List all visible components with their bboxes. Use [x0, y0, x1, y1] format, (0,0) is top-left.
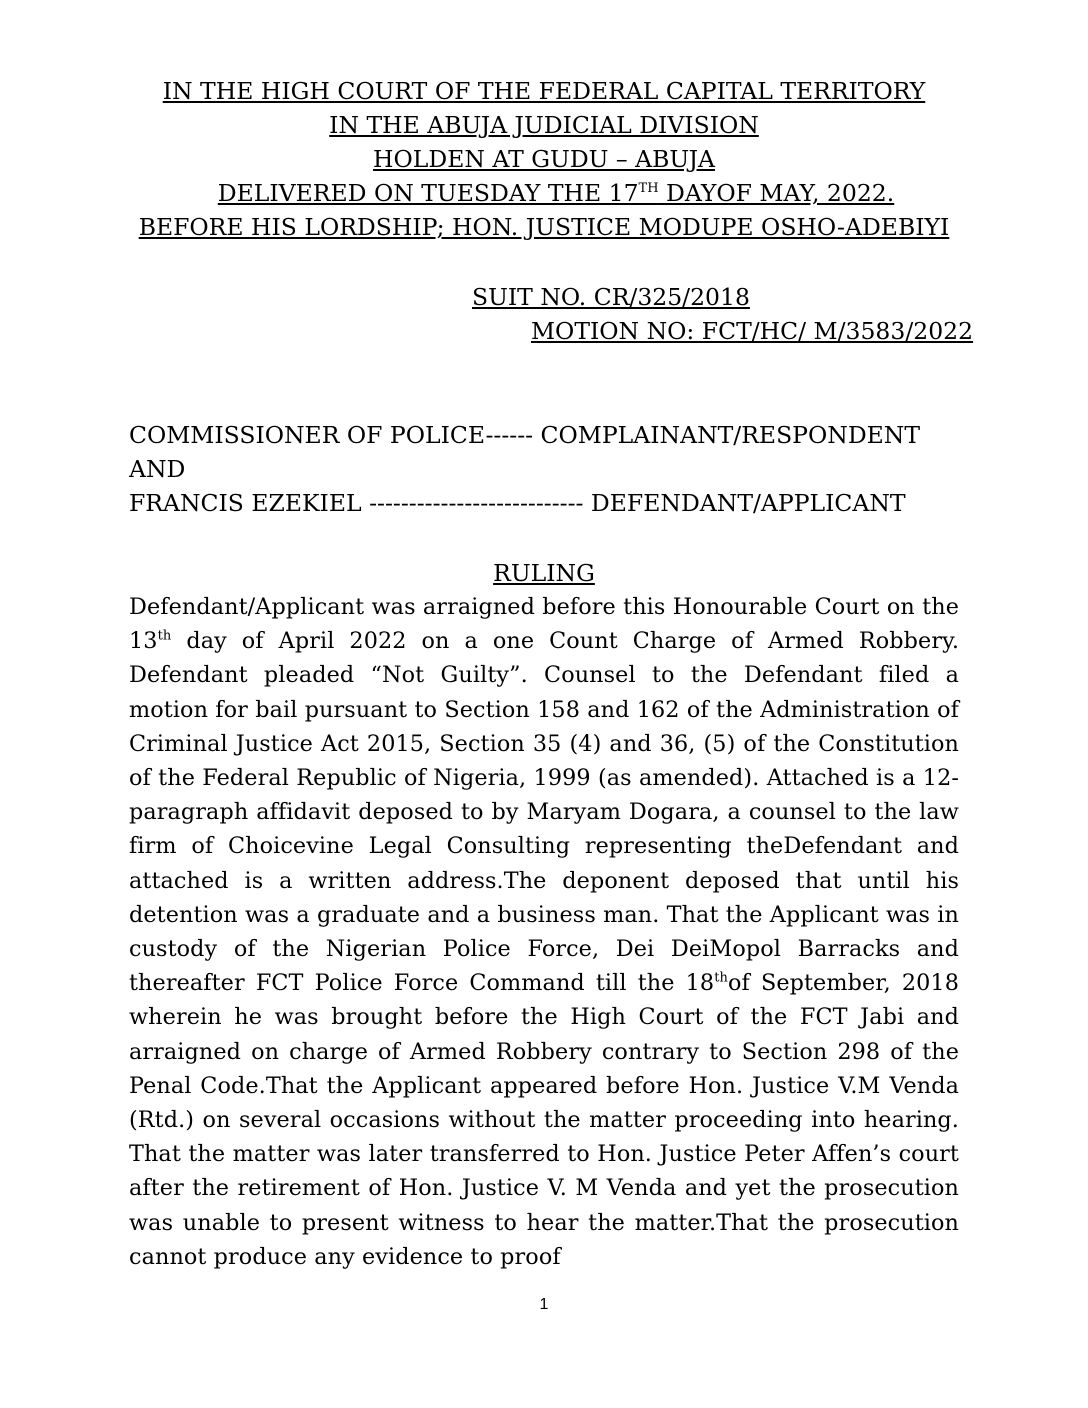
- delivery-date-rest: DAYOF MAY, 2022.: [658, 179, 895, 207]
- ordinal-suffix: th: [157, 628, 172, 644]
- motion-number: MOTION NO: FCT/HC/ M/3583/2022: [531, 317, 974, 345]
- court-name: IN THE HIGH COURT OF THE FEDERAL CAPITAL TERRITORY: [162, 77, 926, 105]
- complainant-line: COMMISSIONER OF POLICE------ COMPLAINANT/RESPONDENT: [129, 421, 921, 449]
- ruling-body: [129, 590, 959, 1274]
- paragraph-text-c: of September, 2018 wherein he was brought before the High Court of the FCT Jabi and arraigned on charge of Armed Robbery contrary to Section 298 of the Penal Code.That the Applicant appeared before Hon. Justice V.M Venda (Rtd.) on several occasions without the matter proceeding into hearing. That the matter was later transferred to Hon. Justice Peter Affen’s court after the retirement of Hon. Justice V. M Venda and yet the prosecution was unable to present witness to hear the matter.That the prosecution cannot produce any evidence to proof: [129, 970, 959, 1270]
- court-location: HOLDEN AT GUDU – ABUJA: [373, 145, 715, 173]
- delivery-date: [24, 177, 1088, 209]
- ordinal-suffix: th: [714, 970, 728, 986]
- delivery-date-ordinal: TH: [638, 181, 659, 197]
- ruling-paragraph: [129, 590, 959, 1274]
- and-line: AND: [129, 455, 186, 483]
- ruling-title: RULING: [493, 559, 595, 587]
- defendant-line: FRANCIS EZEKIEL --------------------------- DEFENDANT/APPLICANT: [129, 489, 906, 517]
- parties-block: [129, 418, 959, 520]
- delivery-date-text: DELIVERED ON TUESDAY THE 17: [217, 179, 639, 207]
- paragraph-text-b: day of April 2022 on a one Count Charge of Armed Robbery. Defendant pleaded “Not Guilty”. Counsel to the Defendant filed a motion for bail pursuant to Section 158 and 162 of the Administration of Criminal Justice Act 2015, Section 35 (4) and 36, (5) of the Constitution of the Federal Republic of Nigeria, 1999 (as amended). Attached is a 12-paragraph affidavit deposed to by Maryam Dogara, a counsel to the law firm of Choicevine Legal Consulting representing theDefendant and attached is a written address.The deponent deposed that until his detention was a graduate and a business man. That the Applicant was in custody of the Nigerian Police Force, Dei DeiMopol Barracks and thereafter FCT Police Force Command till the 18: [129, 628, 959, 997]
- paragraph-text-a: Defendant/Applicant was arraigned before this Honourable Court on the 13: [129, 594, 959, 655]
- presiding-judge: BEFORE HIS LORDSHIP; HON. JUSTICE MODUPE OSHO-ADEBIYI: [138, 213, 950, 241]
- suit-number: SUIT NO. CR/325/2018: [472, 283, 750, 311]
- page-number: 1: [539, 1296, 549, 1313]
- judicial-division: IN THE ABUJA JUDICIAL DIVISION: [329, 111, 759, 139]
